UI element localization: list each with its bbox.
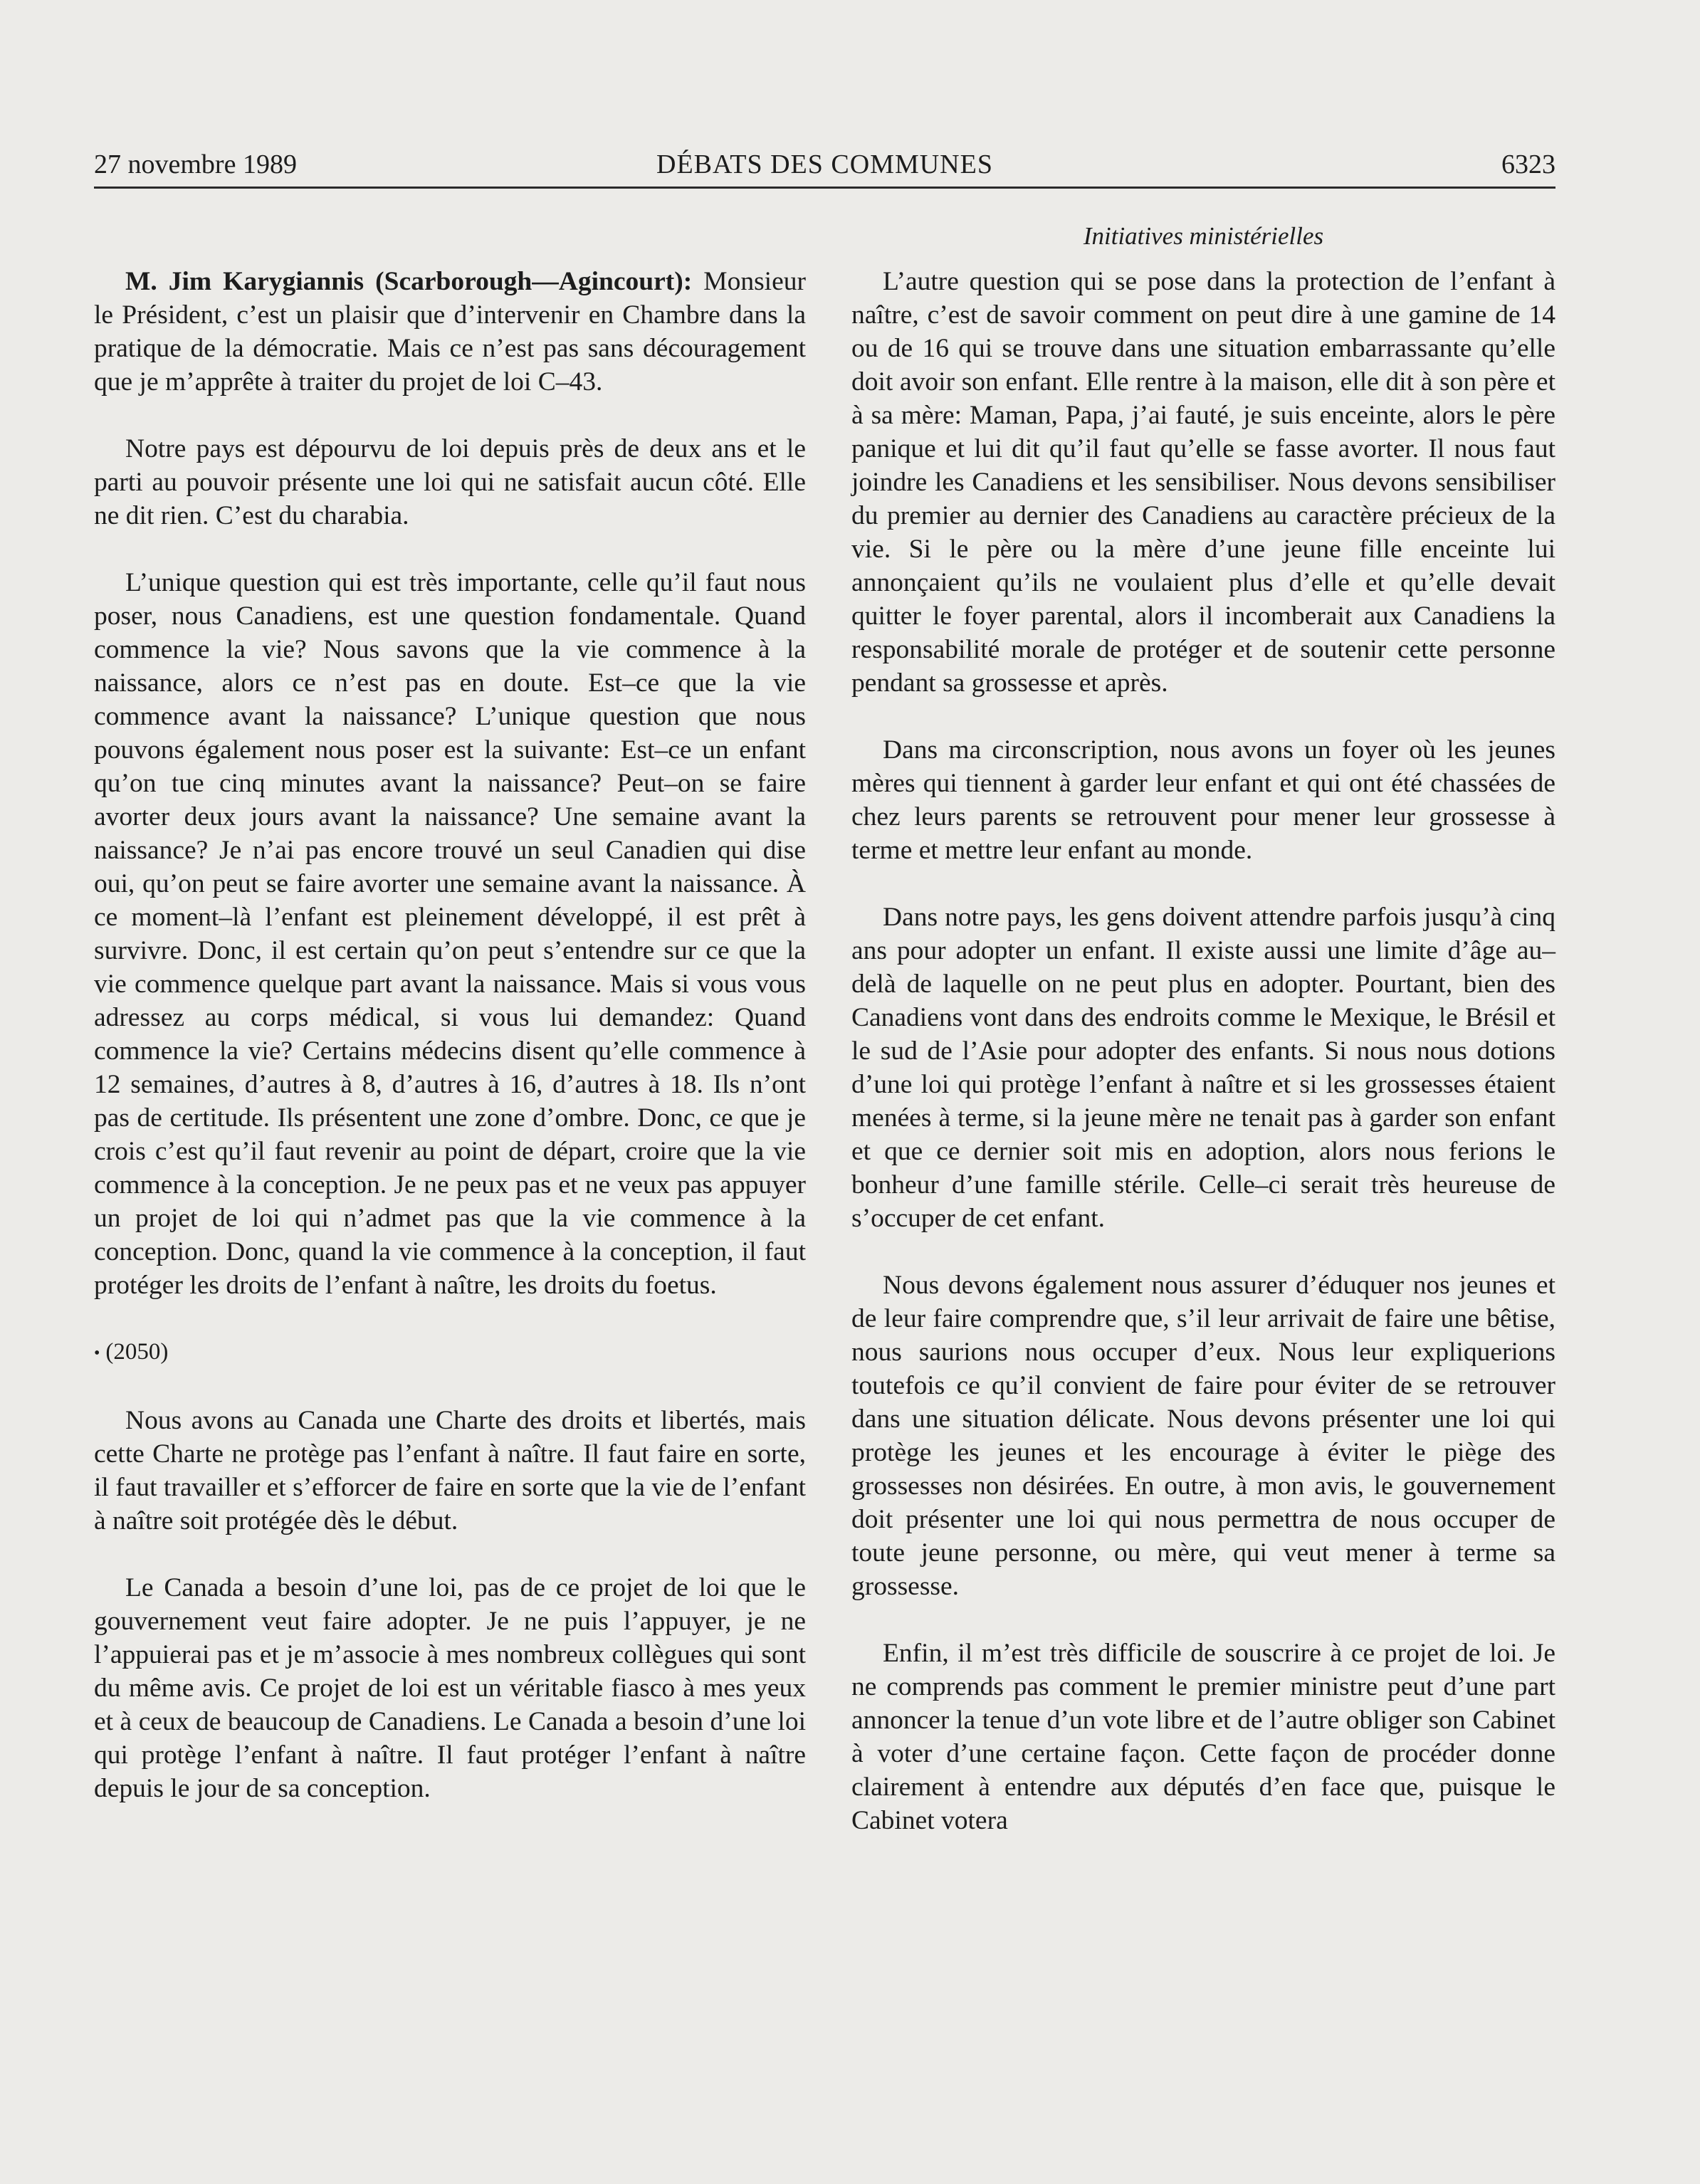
speech-opening-text: Monsieur le Président, c’est un plaisir que d’intervenir en Chambre dans la pratique de la démocratie. Mais ce n’est pas sans découragement que je m’apprête à traiter du projet de loi C–43. [94,267,806,397]
paragraph: Dans notre pays, les gens doivent attendre parfois jusqu’à cinq ans pour adopter un enfant. Il existe aussi une limite d’âge au–delà de laquelle on ne peut plus en adopter. Pourtant, bien des Canadiens vont dans des endroits comme le Mexique, le Brésil et le sud de l’Asie pour adopter des enfants. Si nous nous dotions d’une loi qui protège l’enfant à naître et si les grossesses étaient menées à terme, si la jeune mère ne tenait pas à garder son enfant et que ce dernier soit mis en adoption, alors nous ferions le bonheur d’une famille stérile. Celle–ci serait très heureuse de s’occuper de cet enfant. [851,903,1555,1233]
timestamp-text: (2050) [105,1339,169,1365]
header-date: 27 novembre 1989 [94,149,297,179]
page-header [94,142,1555,189]
paragraph: Notre pays est dépourvu de loi depuis près de deux ans et le parti au pouvoir présente une loi qui ne satisfait aucun côté. Elle ne dit rien. C’est du charabia. [94,434,806,530]
paragraph: Nous devons également nous assurer d’éduquer nos jeunes et de leur faire comprendre que, s’il leur arrivait de faire une bêtise, nous saurions nous occuper d’eux. Nous leur expliquerions toutefois ce qu’il convient de faire pour éviter de se retrouver dans une situation délicate. Nous devons présenter une loi qui protège les jeunes et les encourage à éviter le piège des grossesses non désirées. En outre, à mon avis, le gouvernement doit présenter une loi qui nous permettra de nous occuper de toute jeune personne, ou mère, qui veut mener à terme sa grossesse. [851,1271,1555,1601]
paragraph: Nous avons au Canada une Charte des droits et libertés, mais cette Charte ne protège pas l’enfant à naître. Il faut faire en sorte, il faut travailler et s’efforcer de faire en sorte que la vie de l’enfant à naître soit protégée dès le début. [94,1405,806,1535]
paragraph: Le Canada a besoin d’une loi, pas de ce projet de loi que le gouvernement veut faire adopter. Je ne puis l’appuyer, je ne l’appuierai pas et je m’associe à mes nombreux collègues qui sont du même avis. Ce projet de loi est un véritable fiasco à mes yeux et à ceux de beaucoup de Canadiens. Le Canada a besoin d’une loi qui protège l’enfant à naître. Il faut protéger l’enfant à naître depuis le jour de sa conception. [94,1573,806,1803]
left-column [94,265,806,1839]
speaker-name: M. Jim Karygiannis (Scarborough—Agincourt): [125,267,693,296]
timestamp-marker [94,1335,806,1370]
paragraph: L’unique question qui est très importante, celle qu’il faut nous poser, nous Canadiens, est une question fondamentale. Quand commence la vie? Nous savons que la vie commence à la naissance, alors ce n’est pas en doute. Est–ce que la vie commence avant la naissance? L’unique question que nous pouvons également nous poser est la suivante: Est–ce un enfant qu’on tue cinq minutes avant la naissance? Peut–on se faire avorter deux jours avant la naissance? Une semaine avant la naissance? Je n’ai pas encore trouvé un seul Canadien qui dise oui, qu’on peut se faire avorter une semaine avant la naissance. À ce moment–là l’enfant est pleinement développé, il est prêt à survivre. Donc, il est certain qu’on peut s’entendre sur ce que la vie commence quelque part avant la naissance. Mais si vous vous adressez au corps médical, si vous lui demandez: Quand commence la vie? Certains médecins disent qu’elle commence à 12 semaines, d’autres à 8, d’autres à 16, d’autres à 18. Ils n’ont pas de certitude. Ils présentent une zone d’ombre. Donc, ce que je crois c’est qu’il faut revenir au point de départ, croire que la vie commence à la conception. Je ne peux pas et ne veux pas appuyer un projet de loi qui n’admet pas que la vie commence à la conception. Donc, quand la vie commence à la conception, il faut protéger les droits de l’enfant à naître, les droits du foetus. [94,568,806,1300]
paragraph: Dans ma circonscription, nous avons un foyer où les jeunes mères qui tiennent à garder leur enfant et qui ont été chassées de chez leurs parents se retrouvent pour mener leur grossesse à terme et mettre leur enfant au monde. [851,735,1555,865]
bullet-icon: • [94,1343,100,1363]
right-column [851,265,1555,1871]
paragraph-speech-opening [94,265,806,399]
section-title: Initiatives ministérielles [1083,222,1324,250]
header-page-number: 6323 [1501,149,1555,179]
paragraph: Enfin, il m’est très difficile de souscrire à ce projet de loi. Je ne comprends pas comment le premier ministre peut d’une part annoncer la tenue d’un vote libre et de l’autre obliger son Cabinet à voter d’une certaine façon. Cette façon de procéder donne clairement à entendre aux députés d’en face que, puisque le Cabinet votera [851,1639,1555,1835]
paragraph: L’autre question qui se pose dans la protection de l’enfant à naître, c’est de savoir comment on peut dire à une gamine de 14 ou de 16 qui se trouve dans une situation embarrassante qu’elle doit avoir son enfant. Elle rentre à la maison, elle dit à son père et à sa mère: Maman, Papa, j’ai fauté, je suis enceinte, alors le père panique et lui dit qu’il faut qu’elle se fasse avorter. Il nous faut joindre les Canadiens et les sensibiliser. Nous devons sensibiliser du premier au dernier des Canadiens au caractère précieux de la vie. Si le père ou la mère d’une jeune fille enceinte lui annonçaient qu’ils ne voulaient plus d’elle et qu’elle devait quitter le foyer parental, alors il incomberait aux Canadiens la responsabilité morale de protéger et de soutenir cette personne pendant sa grossesse et après. [851,267,1555,698]
header-publication-title: DÉBATS DES COMMUNES [656,149,993,179]
